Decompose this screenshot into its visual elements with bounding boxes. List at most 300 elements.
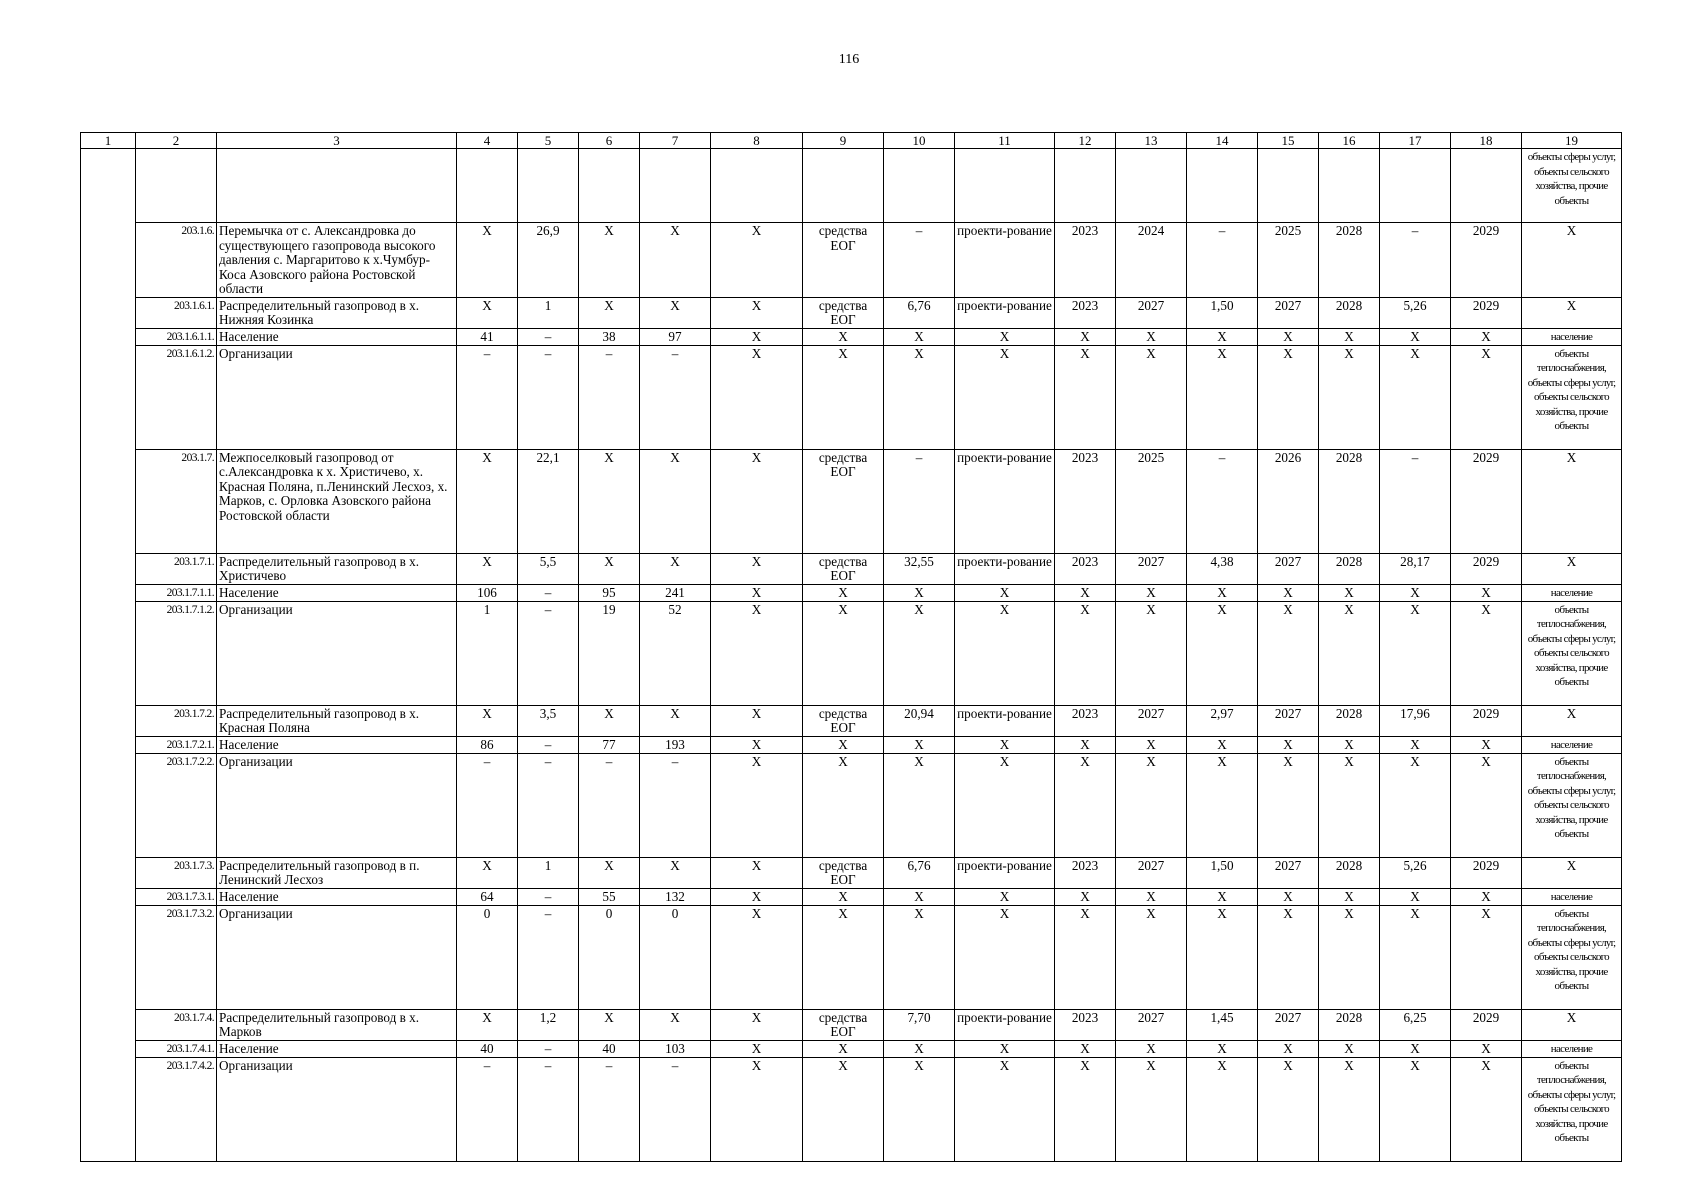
consumer-note: население [1522,736,1622,753]
value-cell: 2029 [1451,553,1522,584]
empty-cell [711,149,803,223]
value-cell: – [1380,449,1451,553]
value-cell: X [1380,601,1451,705]
value-cell: 2023 [1055,705,1116,736]
table-row [81,888,1622,905]
value-cell: X [884,753,955,857]
value-cell: 1 [457,601,518,705]
row-name: Перемычка от с. Александровка до существующего газопровода высокого давления с. Маргаритово к х.Чумбур-Коса Азовского района Ростовской области [217,223,457,298]
value-cell: X [640,297,711,328]
value-cell: 6,76 [884,297,955,328]
value-cell: 2027 [1258,553,1319,584]
value-cell: средства ЕОГ [803,449,884,553]
value-cell: 26,9 [518,223,579,298]
value-cell: 20,94 [884,705,955,736]
value-cell: X [1187,328,1258,345]
table-row [81,223,1622,298]
value-cell: 1,50 [1187,297,1258,328]
value-cell: 2,97 [1187,705,1258,736]
table-row [81,345,1622,449]
value-cell: 52 [640,601,711,705]
row-name: Распределительный газопровод в х. Марков [217,1009,457,1040]
value-cell: 0 [457,905,518,1009]
empty-cell [1258,149,1319,223]
value-cell: проекти-рование [955,857,1055,888]
value-cell: 28,17 [1380,553,1451,584]
row-name: Население [217,328,457,345]
value-cell: X [1258,584,1319,601]
value-cell: X [1055,736,1116,753]
value-cell: 1 [518,857,579,888]
value-cell: X [1380,1057,1451,1161]
value-cell: X [1116,584,1187,601]
value-cell: 77 [579,736,640,753]
value-cell: 4,38 [1187,553,1258,584]
row-name: Население [217,1040,457,1057]
table-row [81,1009,1622,1040]
value-cell: – [640,1057,711,1161]
value-cell: X [955,753,1055,857]
value-cell: X [1451,601,1522,705]
row-code: 203.1.7.3.2. [136,905,217,1009]
column-header: 2 [136,133,217,149]
value-cell: проекти-рование [955,553,1055,584]
value-cell: X [1451,1057,1522,1161]
table-row [81,1057,1622,1161]
column-header: 9 [803,133,884,149]
value-cell: X [884,888,955,905]
value-cell: X [1116,1057,1187,1161]
value-cell: – [640,753,711,857]
consumer-note: объекты теплоснабжения, объекты сферы услуг, объекты сельского хозяйства, прочие объекты [1522,345,1622,449]
row-name: Население [217,888,457,905]
value-cell: X [803,888,884,905]
value-cell: – [518,736,579,753]
value-cell: средства ЕОГ [803,553,884,584]
value-cell: X [1258,601,1319,705]
column-header: 17 [1380,133,1451,149]
value-cell: X [711,553,803,584]
value-cell: X [1116,905,1187,1009]
value-cell: 5,26 [1380,297,1451,328]
consumer-note: объекты теплоснабжения, объекты сферы услуг, объекты сельского хозяйства, прочие объекты [1522,753,1622,857]
value-cell: X [1380,753,1451,857]
value-cell: X [1380,328,1451,345]
gas-pipeline-table [80,132,1622,1162]
column-header: 4 [457,133,518,149]
value-cell: 22,1 [518,449,579,553]
table-row [81,753,1622,857]
row-code: 203.1.7.4.1. [136,1040,217,1057]
value-cell: 64 [457,888,518,905]
value-cell: – [457,345,518,449]
value-cell: 40 [457,1040,518,1057]
value-cell: – [518,345,579,449]
value-cell: X [803,328,884,345]
value-cell: 2028 [1319,223,1380,298]
value-cell: 1,2 [518,1009,579,1040]
value-cell: X [955,1040,1055,1057]
value-cell: X [1187,601,1258,705]
value-cell: X [1258,736,1319,753]
value-cell: X [1258,753,1319,857]
value-cell: 97 [640,328,711,345]
value-cell: – [518,753,579,857]
column-header: 14 [1187,133,1258,149]
value-cell: X [884,345,955,449]
value-cell: X [1055,345,1116,449]
value-cell: X [640,857,711,888]
value-cell: X [457,705,518,736]
value-cell: 2028 [1319,705,1380,736]
row-code: 203.1.7.3.1. [136,888,217,905]
value-cell: X [1116,753,1187,857]
value-cell: X [1187,1057,1258,1161]
value-cell: X [1380,584,1451,601]
empty-cell [640,149,711,223]
value-cell: 5,26 [1380,857,1451,888]
value-cell: 3,5 [518,705,579,736]
value-cell: 2023 [1055,223,1116,298]
value-cell: X [711,328,803,345]
row-code: 203.1.6.1.1. [136,328,217,345]
value-cell: средства ЕОГ [803,223,884,298]
value-cell: X [1187,1040,1258,1057]
value-cell: X [1055,601,1116,705]
value-cell: X [711,1057,803,1161]
value-cell: 40 [579,1040,640,1057]
value-cell: X [955,328,1055,345]
value-cell: 2023 [1055,1009,1116,1040]
consumer-note: объекты сферы услуг, объекты сельского хозяйства, прочие объекты [1522,149,1622,223]
table-row [81,449,1622,553]
value-cell: – [457,753,518,857]
value-cell: X [457,857,518,888]
row-code: 203.1.7.1.2. [136,601,217,705]
value-cell: 2028 [1319,449,1380,553]
row-code: 203.1.6. [136,223,217,298]
value-cell: – [579,1057,640,1161]
value-cell: X [1319,1057,1380,1161]
value-cell: X [803,584,884,601]
value-cell: X [640,223,711,298]
value-cell: X [640,449,711,553]
value-cell: X [579,297,640,328]
column-header: 13 [1116,133,1187,149]
row-name: Распределительный газопровод в х. Красная Поляна [217,705,457,736]
value-cell: X [955,888,1055,905]
table-row [81,584,1622,601]
value-cell: X [457,297,518,328]
table-row [81,297,1622,328]
value-cell: X [803,1040,884,1057]
value-cell: X [803,736,884,753]
value-cell: X [1187,345,1258,449]
row-code: 203.1.6.1.2. [136,345,217,449]
value-cell: 1,45 [1187,1009,1258,1040]
value-cell: 2027 [1116,857,1187,888]
value-cell: 5,5 [518,553,579,584]
value-cell: X [1319,888,1380,905]
row-code: 203.1.7.1. [136,553,217,584]
empty-cell [884,149,955,223]
value-cell: X [457,223,518,298]
value-cell: X [711,449,803,553]
row-code: 203.1.6.1. [136,297,217,328]
value-cell: X [579,1009,640,1040]
value-cell: X [1380,345,1451,449]
value-cell: X [711,345,803,449]
value-cell: 2027 [1116,705,1187,736]
column-header: 7 [640,133,711,149]
consumer-note: население [1522,888,1622,905]
value-cell: 55 [579,888,640,905]
empty-cell [1116,149,1187,223]
value-cell: X [711,584,803,601]
value-cell: X [640,705,711,736]
value-cell: – [518,1040,579,1057]
value-cell: X [1451,328,1522,345]
value-cell: X [640,1009,711,1040]
value-cell: X [1187,905,1258,1009]
value-cell: X [1380,1040,1451,1057]
value-cell: X [1187,888,1258,905]
value-cell: X [1187,736,1258,753]
consumer-note: X [1522,449,1622,553]
value-cell: 95 [579,584,640,601]
value-cell: 2029 [1451,223,1522,298]
value-cell: X [1319,736,1380,753]
empty-cell [1319,149,1380,223]
value-cell: 2027 [1258,857,1319,888]
row-code: 203.1.7.4.2. [136,1057,217,1161]
empty-cell [518,149,579,223]
value-cell: 2027 [1258,1009,1319,1040]
table-row [81,736,1622,753]
value-cell: 7,70 [884,1009,955,1040]
table-row [81,553,1622,584]
table-row [81,905,1622,1009]
value-cell: 6,76 [884,857,955,888]
column-header: 16 [1319,133,1380,149]
value-cell: X [711,857,803,888]
value-cell: X [1258,345,1319,449]
value-cell: – [518,584,579,601]
consumer-note: население [1522,1040,1622,1057]
consumer-note: объекты теплоснабжения, объекты сферы услуг, объекты сельского хозяйства, прочие объекты [1522,1057,1622,1161]
consumer-note: X [1522,705,1622,736]
value-cell: X [1055,328,1116,345]
value-cell: проекти-рование [955,449,1055,553]
column-1-cell [81,149,136,1162]
row-code: 203.1.7.3. [136,857,217,888]
value-cell: 241 [640,584,711,601]
row-name: Организации [217,1057,457,1161]
empty-cell [217,149,457,223]
empty-cell [1055,149,1116,223]
value-cell: X [884,328,955,345]
value-cell: 0 [640,905,711,1009]
column-header: 6 [579,133,640,149]
column-header: 5 [518,133,579,149]
value-cell: 6,25 [1380,1009,1451,1040]
value-cell: 2029 [1451,857,1522,888]
value-cell: X [1380,888,1451,905]
page-number: 116 [838,52,860,67]
value-cell: X [1055,753,1116,857]
value-cell: 2029 [1451,297,1522,328]
row-name: Распределительный газопровод в х. Нижняя Козинка [217,297,457,328]
column-header: 19 [1522,133,1622,149]
value-cell: X [1258,328,1319,345]
value-cell: X [1319,345,1380,449]
consumer-note: X [1522,1009,1622,1040]
value-cell: 2029 [1451,1009,1522,1040]
row-code: 203.1.7.2. [136,705,217,736]
value-cell: 2024 [1116,223,1187,298]
value-cell: X [955,584,1055,601]
value-cell: 1 [518,297,579,328]
value-cell: X [1116,328,1187,345]
value-cell: X [711,736,803,753]
value-cell: 2027 [1116,553,1187,584]
value-cell: 132 [640,888,711,905]
row-name: Население [217,584,457,601]
value-cell: 2023 [1055,449,1116,553]
value-cell: 2027 [1116,1009,1187,1040]
table-row [81,601,1622,705]
row-code: 203.1.7.2.2. [136,753,217,857]
value-cell: – [518,888,579,905]
value-cell: X [640,553,711,584]
column-header: 8 [711,133,803,149]
row-code: 203.1.7.4. [136,1009,217,1040]
value-cell: X [711,753,803,857]
value-cell: X [1451,736,1522,753]
value-cell: – [518,905,579,1009]
value-cell: – [1187,223,1258,298]
value-cell: X [1055,905,1116,1009]
value-cell: – [579,753,640,857]
value-cell: X [1319,328,1380,345]
value-cell: X [1055,584,1116,601]
value-cell: 2025 [1258,223,1319,298]
consumer-note: X [1522,553,1622,584]
value-cell: X [955,905,1055,1009]
consumer-note: X [1522,857,1622,888]
value-cell: X [1451,584,1522,601]
value-cell: 2026 [1258,449,1319,553]
row-code: 203.1.7.2.1. [136,736,217,753]
column-header: 3 [217,133,457,149]
row-name: Организации [217,601,457,705]
empty-cell [1187,149,1258,223]
value-cell: X [884,1057,955,1161]
consumer-note: объекты теплоснабжения, объекты сферы услуг, объекты сельского хозяйства, прочие объекты [1522,905,1622,1009]
consumer-note: X [1522,297,1622,328]
value-cell: 2023 [1055,857,1116,888]
value-cell: X [803,601,884,705]
column-header: 18 [1451,133,1522,149]
value-cell: X [711,705,803,736]
value-cell: X [711,888,803,905]
row-code: 203.1.7.1.1. [136,584,217,601]
row-name: Распределительный газопровод в п. Ленинский Лесхоз [217,857,457,888]
value-cell: X [1116,736,1187,753]
consumer-note: X [1522,223,1622,298]
value-cell: X [457,449,518,553]
value-cell: X [457,1009,518,1040]
value-cell: X [711,1009,803,1040]
value-cell: X [1116,888,1187,905]
row-name: Организации [217,753,457,857]
value-cell: 2023 [1055,297,1116,328]
table-row [81,705,1622,736]
value-cell: X [1451,1040,1522,1057]
value-cell: – [1380,223,1451,298]
value-cell: X [1319,753,1380,857]
value-cell: X [884,905,955,1009]
value-cell: X [884,736,955,753]
value-cell: 106 [457,584,518,601]
value-cell: – [518,1057,579,1161]
value-cell: X [1258,1057,1319,1161]
value-cell: 2029 [1451,705,1522,736]
value-cell: – [884,449,955,553]
value-cell: X [803,905,884,1009]
value-cell: X [803,345,884,449]
value-cell: X [1116,1040,1187,1057]
value-cell: X [1116,601,1187,705]
value-cell: X [803,753,884,857]
row-name: Межпоселковый газопровод от с.Александровка к х. Христичево, х. Красная Поляна, п.Ленинский Лесхоз, х. Марков, с. Орловка Азовского района Ростовской области [217,449,457,553]
value-cell: средства ЕОГ [803,705,884,736]
column-header: 1 [81,133,136,149]
value-cell: X [884,1040,955,1057]
empty-cell [1451,149,1522,223]
value-cell: X [1055,888,1116,905]
value-cell: X [579,223,640,298]
value-cell: X [955,1057,1055,1161]
table-body [81,149,1622,1162]
value-cell: X [955,345,1055,449]
value-cell: X [1116,345,1187,449]
value-cell: X [1451,345,1522,449]
empty-cell [457,149,518,223]
value-cell: X [1319,1040,1380,1057]
column-header: 11 [955,133,1055,149]
value-cell: X [1187,753,1258,857]
value-cell: 193 [640,736,711,753]
value-cell: 2029 [1451,449,1522,553]
value-cell: – [884,223,955,298]
value-cell: средства ЕОГ [803,1009,884,1040]
value-cell: 19 [579,601,640,705]
value-cell: проекти-рование [955,1009,1055,1040]
value-cell: 2025 [1116,449,1187,553]
table-row [81,857,1622,888]
value-cell: X [1451,888,1522,905]
value-cell: X [1319,601,1380,705]
value-cell: 2023 [1055,553,1116,584]
value-cell: – [518,328,579,345]
value-cell: 32,55 [884,553,955,584]
value-cell: 2028 [1319,297,1380,328]
row-code: 203.1.7. [136,449,217,553]
value-cell: X [1451,905,1522,1009]
value-cell: X [711,601,803,705]
value-cell: 41 [457,328,518,345]
